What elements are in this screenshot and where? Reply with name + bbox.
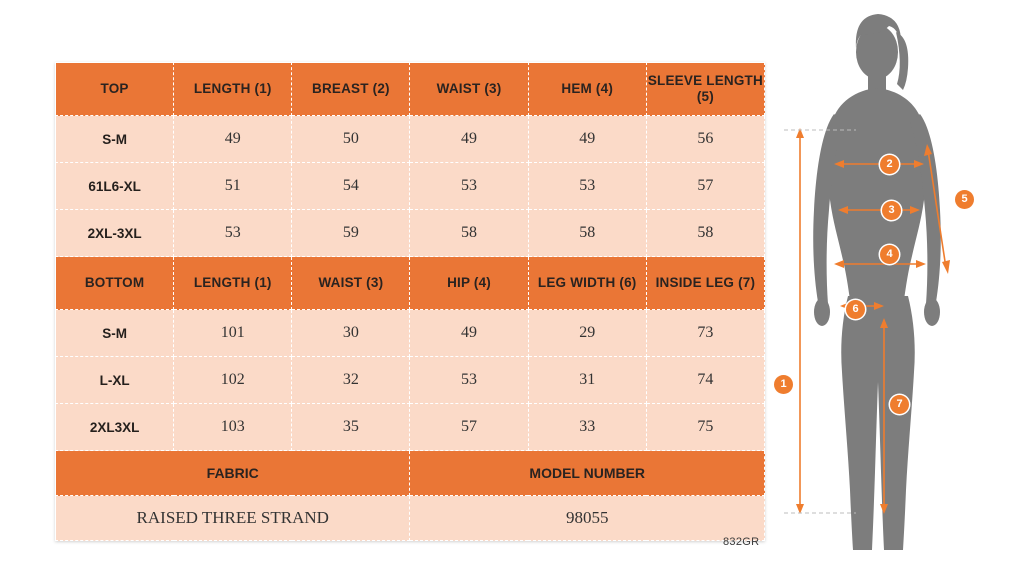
row-label: 61L6-XL [56, 163, 174, 210]
top-header-cell-3: WAIST (3) [410, 63, 528, 116]
marker-4: 4 [880, 245, 899, 264]
cell-value: 103 [174, 404, 292, 451]
row-label: S-M [56, 310, 174, 357]
top-section-header-row [56, 63, 765, 116]
marker-3: 3 [882, 201, 901, 220]
cell-value: 59 [292, 210, 410, 257]
top-header-cell-5: SLEEVE LENGTH (5) [646, 63, 764, 116]
row-label: 2XL-3XL [56, 210, 174, 257]
bottom-header-cell-5: INSIDE LEG (7) [646, 257, 764, 310]
cell-value: 58 [410, 210, 528, 257]
bottom-header-cell-1: LENGTH (1) [174, 257, 292, 310]
cell-value: 49 [410, 310, 528, 357]
table-row [56, 163, 765, 210]
cell-value: 56 [646, 116, 764, 163]
top-header-cell-4: HEM (4) [528, 63, 646, 116]
cell-value: 35 [292, 404, 410, 451]
cell-value: 58 [528, 210, 646, 257]
top-header-cell-2: BREAST (2) [292, 63, 410, 116]
size-chart-table [55, 62, 765, 541]
cell-value: 49 [528, 116, 646, 163]
cell-value: 53 [410, 357, 528, 404]
top-header-cell-0: TOP [56, 63, 174, 116]
cell-value: 54 [292, 163, 410, 210]
cell-value: 57 [410, 404, 528, 451]
row-label: L-XL [56, 357, 174, 404]
female-body-diagram [770, 10, 1024, 570]
cell-value: 75 [646, 404, 764, 451]
cell-value: 51 [174, 163, 292, 210]
row-label: 2XL3XL [56, 404, 174, 451]
cell-value: 50 [292, 116, 410, 163]
marker-1: 1 [774, 375, 793, 394]
table-row [56, 310, 765, 357]
bottom-header-cell-0: BOTTOM [56, 257, 174, 310]
cell-value: 58 [646, 210, 764, 257]
cell-value: 32 [292, 357, 410, 404]
cell-value: 49 [410, 116, 528, 163]
cell-value: 49 [174, 116, 292, 163]
cell-value: 30 [292, 310, 410, 357]
cell-value: 73 [646, 310, 764, 357]
table-row [56, 404, 765, 451]
marker-7: 7 [890, 395, 909, 414]
fabric-header: FABRIC [56, 451, 410, 496]
cell-value: 53 [174, 210, 292, 257]
footer-header-row [56, 451, 765, 496]
bottom-header-cell-4: LEG WIDTH (6) [528, 257, 646, 310]
bottom-section-header-row [56, 257, 765, 310]
cell-value: 102 [174, 357, 292, 404]
cell-value: 101 [174, 310, 292, 357]
cell-value: 31 [528, 357, 646, 404]
row-label: S-M [56, 116, 174, 163]
product-code-label: 832GR [723, 536, 760, 548]
marker-5: 5 [955, 190, 974, 209]
cell-value: 53 [410, 163, 528, 210]
fabric-value: RAISED THREE STRAND [56, 496, 410, 541]
marker-6: 6 [846, 300, 865, 319]
model-number-value: 98055 [410, 496, 765, 541]
cell-value: 53 [528, 163, 646, 210]
marker-2: 2 [880, 155, 899, 174]
cell-value: 74 [646, 357, 764, 404]
bottom-header-cell-2: WAIST (3) [292, 257, 410, 310]
measurement-figure [770, 10, 1024, 570]
model-number-header: MODEL NUMBER [410, 451, 765, 496]
cell-value: 57 [646, 163, 764, 210]
table-row [56, 116, 765, 163]
body-silhouette [813, 14, 941, 550]
top-header-cell-1: LENGTH (1) [174, 63, 292, 116]
bottom-header-cell-3: HIP (4) [410, 257, 528, 310]
table-row [56, 210, 765, 257]
cell-value: 29 [528, 310, 646, 357]
footer-value-row [56, 496, 765, 541]
table-row [56, 357, 765, 404]
cell-value: 33 [528, 404, 646, 451]
